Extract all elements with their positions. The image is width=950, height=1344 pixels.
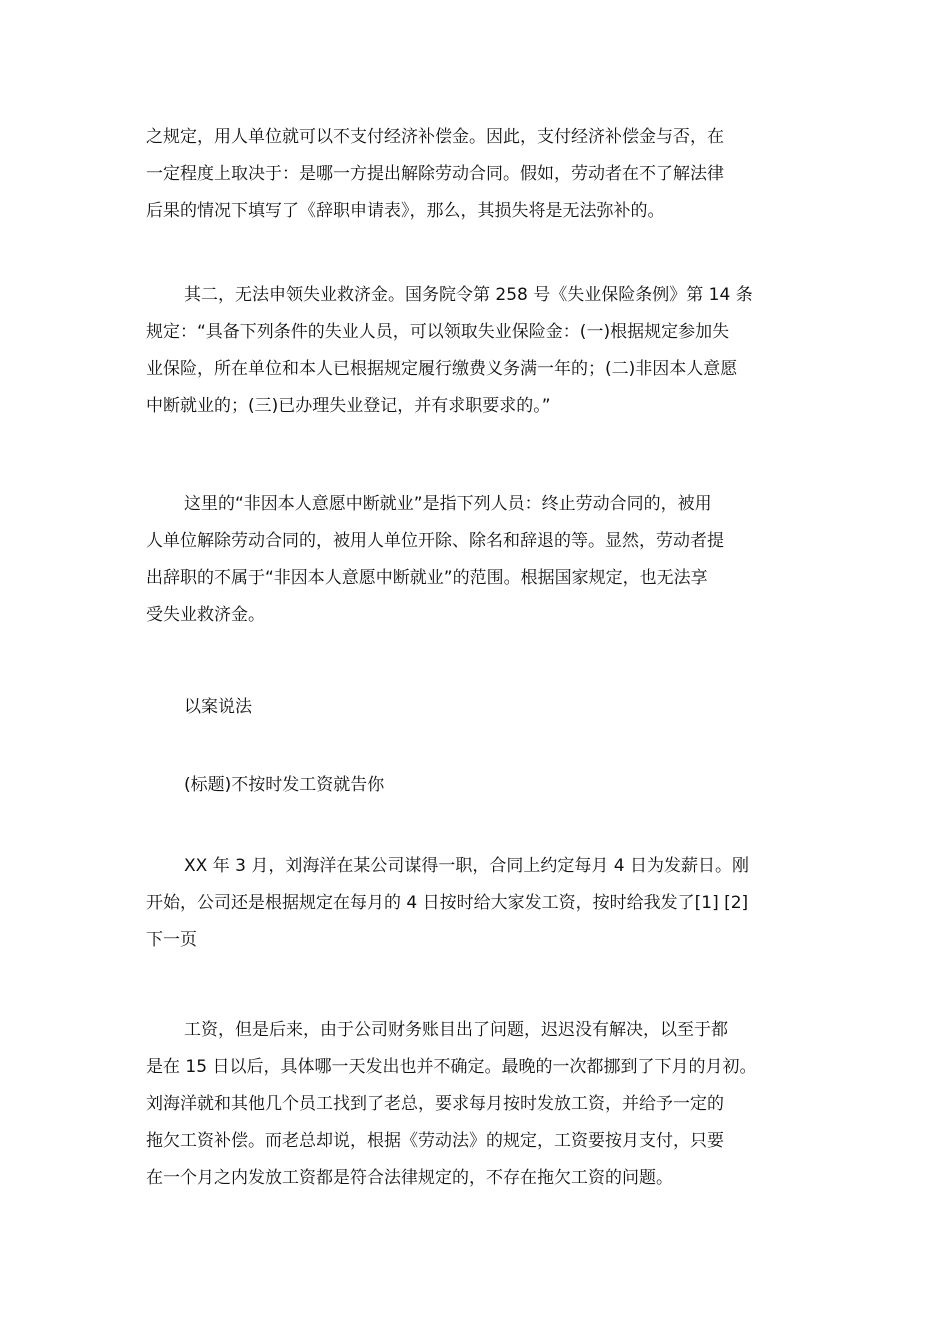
text-line: 以案说法 xyxy=(184,697,252,717)
text-line: 中断就业的；(三)已办理失业登记，并有求职要求的。” xyxy=(146,396,551,416)
text-line: 工资，但是后来，由于公司财务账目出了问题，迟迟没有解决，以至于都 xyxy=(184,1020,728,1040)
text-line: XX 年 3 月，刘海洋在某公司谋得一职，合同上约定每月 4 日为发薪日。刚 xyxy=(184,856,749,876)
text-line: 其二，无法申领失业救济金。国务院令第 258 号《失业保险条例》第 14 条 xyxy=(184,285,753,305)
text-line: 在一个月之内发放工资都是符合法律规定的，不存在拖欠工资的问题。 xyxy=(146,1168,673,1188)
text-line: 一定程度上取决于：是哪一方提出解除劳动合同。假如，劳动者在不了解法律 xyxy=(146,164,724,184)
text-line: 出辞职的不属于“非因本人意愿中断就业”的范围。根据国家规定，也无法享 xyxy=(146,568,708,588)
text-line: 受失业救济金。 xyxy=(146,605,265,625)
text-line: 规定：“具备下列条件的失业人员，可以领取失业保险金：(一)根据规定参加失 xyxy=(146,322,730,342)
case-title xyxy=(146,767,846,804)
text-line: 拖欠工资补偿。而老总却说，根据《劳动法》的规定，工资要按月支付，只要 xyxy=(146,1131,724,1151)
paragraph-involuntary-unemployment xyxy=(146,486,846,634)
text-line: 刘海洋就和其他几个员工找到了老总，要求每月按时发放工资，并给予一定的 xyxy=(146,1094,724,1114)
next-page-link: 下一页 xyxy=(146,930,197,950)
paragraph-unemployment-benefit xyxy=(146,277,846,425)
paragraph-case-detail xyxy=(146,1012,846,1197)
text-line: 之规定，用人单位就可以不支付经济补偿金。因此，支付经济补偿金与否，在 xyxy=(146,127,724,147)
text-line: 业保险，所在单位和本人已根据规定履行缴费义务满一年的；(二)非因本人意愿 xyxy=(146,359,738,379)
paragraph-case-intro xyxy=(146,848,846,959)
text-line: 后果的情况下填写了《辞职申请表》，那么，其损失将是无法弥补的。 xyxy=(146,201,665,221)
text-line: 是在 15 日以后，具体哪一天发出也并不确定。最晚的一次都挪到了下月的月初。 xyxy=(146,1057,757,1077)
paragraph-compensation-continued xyxy=(146,119,846,230)
text-line: (标题)不按时发工资就告你 xyxy=(184,775,385,795)
text-line: 开始，公司还是根据规定在每月的 4 日按时给大家发工资，按时给我发了[1] [2] xyxy=(146,893,749,913)
text-line: 这里的“非因本人意愿中断就业”是指下列人员：终止劳动合同的，被用 xyxy=(184,494,712,514)
text-line: 人单位解除劳动合同的，被用人单位开除、除名和辞退的等。显然，劳动者提 xyxy=(146,531,724,551)
section-heading-case xyxy=(146,689,846,726)
